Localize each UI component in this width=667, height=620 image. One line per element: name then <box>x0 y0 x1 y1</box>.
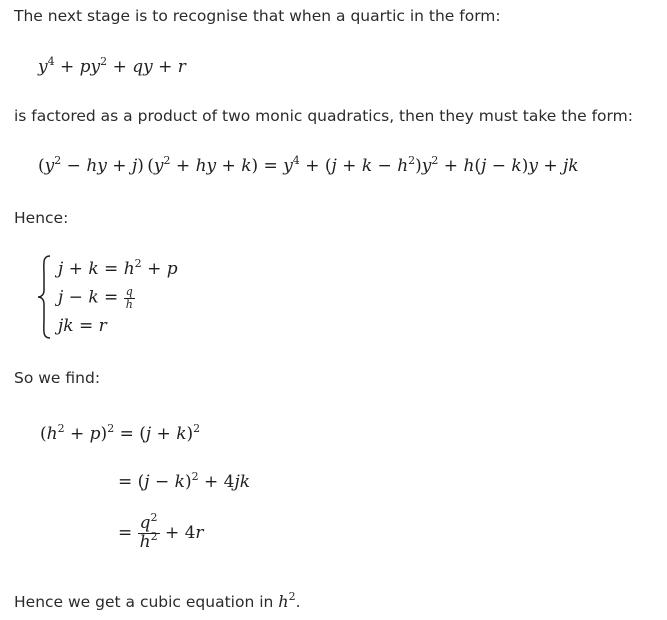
hence-text: Hence: <box>14 209 69 227</box>
derivation-line-2: = $(j - k)^2 + 4jk$ <box>118 470 251 492</box>
system-line-3: jk = r <box>58 316 107 336</box>
conclusion-suffix: . <box>295 593 301 611</box>
left-brace-icon <box>36 254 52 340</box>
factorization-equation: ($y^2$ − hy + j) ($y^2$ + hy + $k) = y^4 + (j + k - h^2)y^2 + h(j - k)y$ + jk <box>38 154 579 176</box>
cubic-variable: $h^2$ <box>278 590 296 611</box>
system-line-2: j − k = $\frac{q}{h}$ <box>58 285 133 311</box>
factored-text: is factored as a product of two monic quadratics, then they must take the form: <box>14 107 633 125</box>
conclusion-text <box>14 592 301 612</box>
so-we-find-text: So we find: <box>14 369 101 387</box>
derivation-line-3: = $\frac{q^2}{h^2}$ + 4r <box>118 511 204 552</box>
quartic-equation: $y^4 + py^2$ + qy + r <box>38 55 186 77</box>
conclusion-prefix: Hence we get a cubic equation in <box>14 593 279 611</box>
system-line-1: $j + k = h^2 + p$ <box>58 257 178 279</box>
intro-text: The next stage is to recognise that when a quartic in the form: <box>14 7 501 25</box>
derivation-line-1: $(h^2 + p)^2 = (j + k)^2$ <box>40 422 201 444</box>
